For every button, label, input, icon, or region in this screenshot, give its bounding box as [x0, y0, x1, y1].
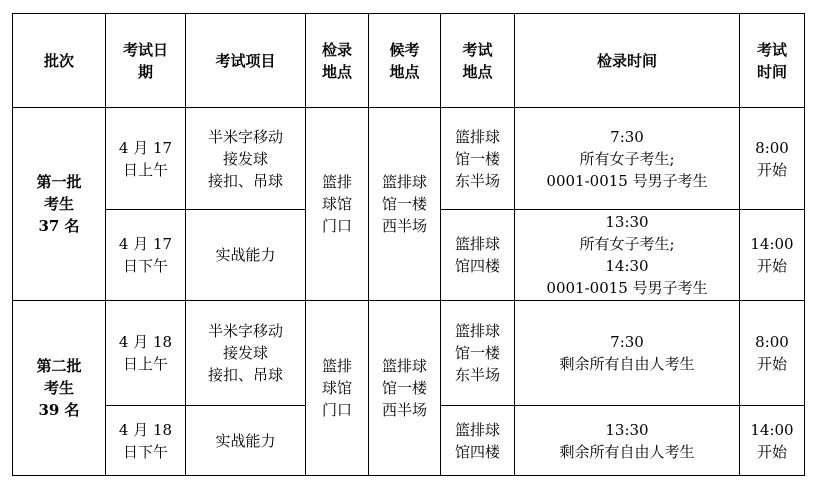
header-items: 考试项目 [186, 14, 306, 108]
exam-time: 8:00 开始 [740, 301, 805, 406]
exam-place: 篮排球 馆四楼 [441, 210, 515, 301]
checkin-place: 篮排 球馆 门口 [306, 301, 369, 476]
header-exam-place: 考试 地点 [441, 14, 515, 108]
header-exam-time: 考试 时间 [740, 14, 805, 108]
header-checkin-time: 检录时间 [515, 14, 740, 108]
exam-time: 8:00 开始 [740, 108, 805, 210]
exam-place: 篮排球 馆四楼 [441, 406, 515, 476]
waiting-place: 篮排球 馆一楼 西半场 [369, 301, 441, 476]
exam-time: 14:00 开始 [740, 406, 805, 476]
exam-date: 4 月 17 日上午 [106, 108, 186, 210]
header-row [13, 14, 805, 108]
checkin-time: 13:30 剩余所有自由人考生 [515, 406, 740, 476]
exam-items: 半米字移动 接发球 接扣、吊球 [186, 301, 306, 406]
checkin-place: 篮排 球馆 门口 [306, 108, 369, 301]
waiting-place: 篮排球 馆一楼 西半场 [369, 108, 441, 301]
exam-date: 4 月 18 日上午 [106, 301, 186, 406]
exam-time: 14:00 开始 [740, 210, 805, 301]
batch-label: 第二批 考生 39 名 [13, 301, 106, 476]
checkin-time: 13:30 所有女子考生; 14:30 0001-0015 号男子考生 [515, 210, 740, 301]
exam-schedule-table [12, 13, 805, 476]
exam-items: 实战能力 [186, 406, 306, 476]
header-checkin-place: 检录 地点 [306, 14, 369, 108]
table-row [13, 301, 805, 406]
table-row [13, 108, 805, 210]
exam-place: 篮排球 馆一楼 东半场 [441, 108, 515, 210]
exam-place: 篮排球 馆一楼 东半场 [441, 301, 515, 406]
header-waiting-place: 候考 地点 [369, 14, 441, 108]
checkin-time: 7:30 剩余所有自由人考生 [515, 301, 740, 406]
header-date: 考试日 期 [106, 14, 186, 108]
checkin-time: 7:30 所有女子考生; 0001-0015 号男子考生 [515, 108, 740, 210]
header-batch: 批次 [13, 14, 106, 108]
exam-items: 半米字移动 接发球 接扣、吊球 [186, 108, 306, 210]
batch-label: 第一批 考生 37 名 [13, 108, 106, 301]
exam-date: 4 月 18 日下午 [106, 406, 186, 476]
exam-items: 实战能力 [186, 210, 306, 301]
exam-date: 4 月 17 日下午 [106, 210, 186, 301]
